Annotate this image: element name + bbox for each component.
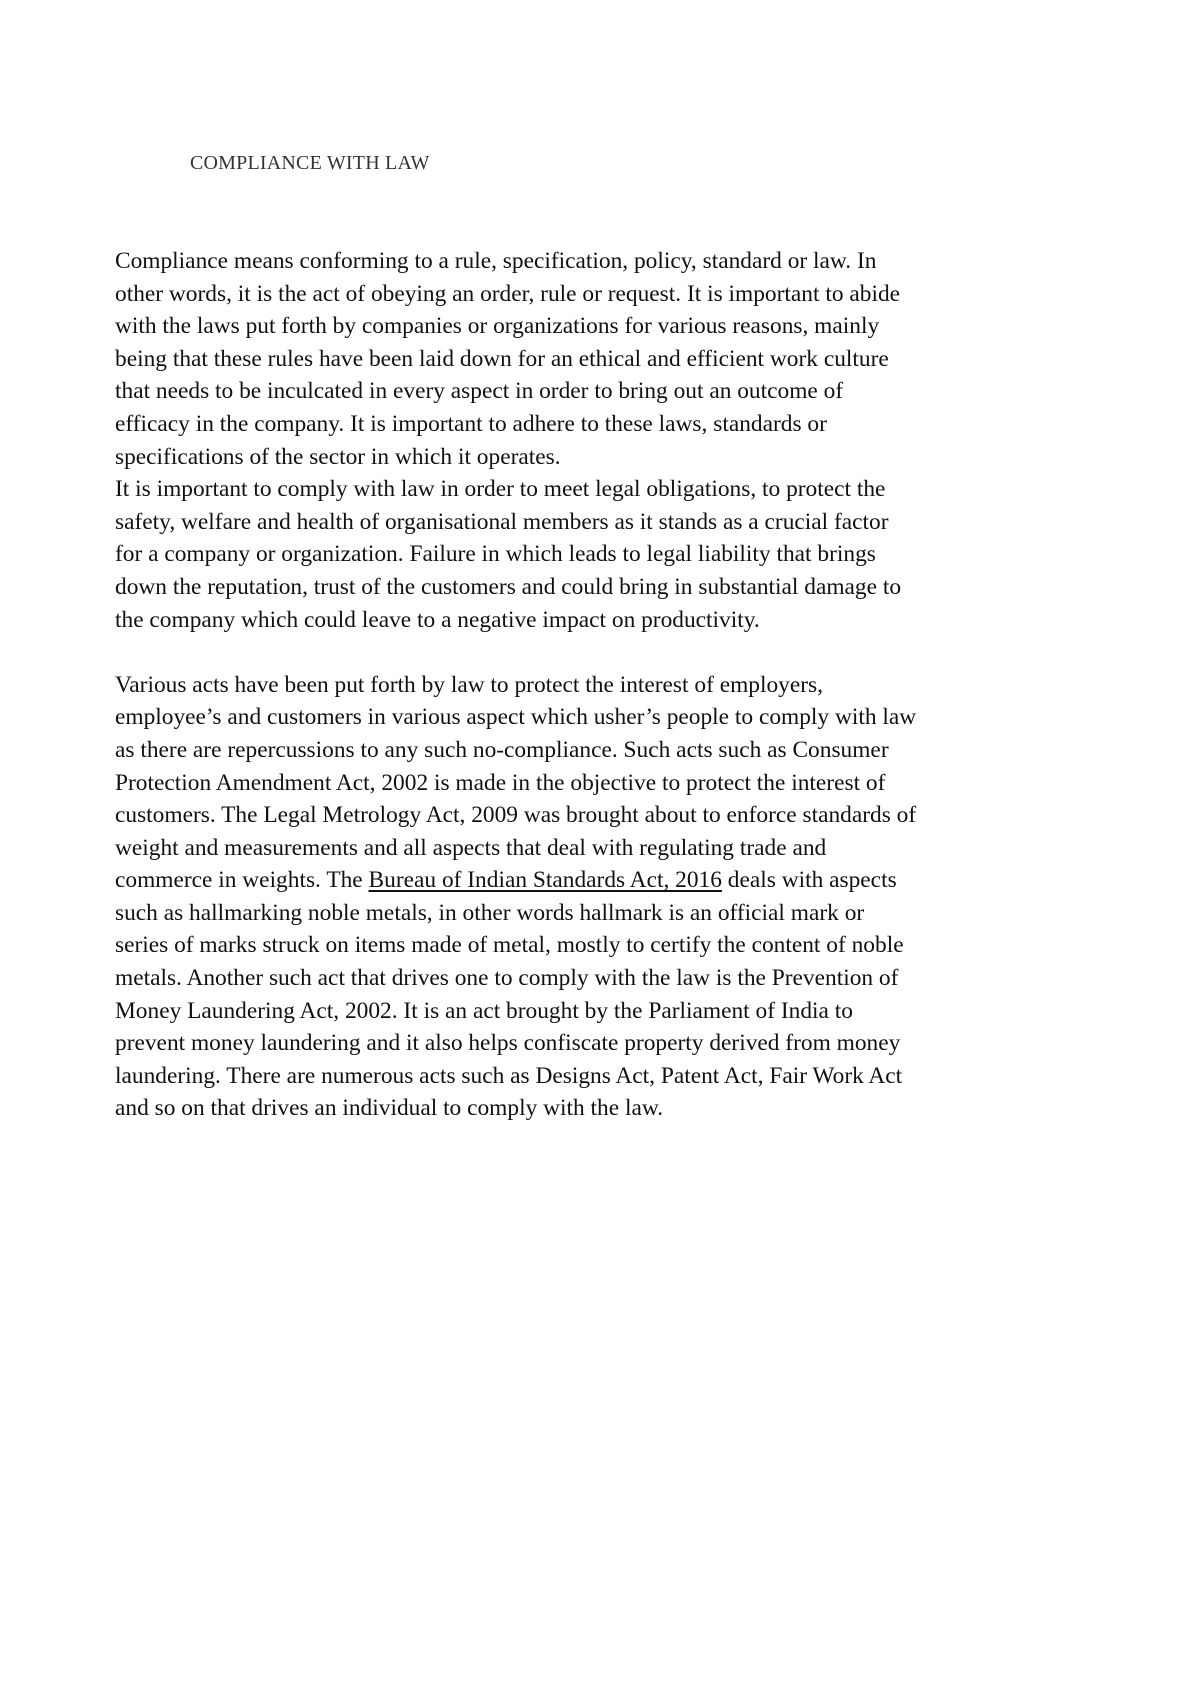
text-line: for a company or organization. Failure in which leads to legal liability that brings bbox=[115, 541, 876, 568]
text-line: employee’s and customers in various aspect which usher’s people to comply with law bbox=[115, 704, 917, 731]
text-line: that needs to be inculcated in every aspect in order to bring out an outcome of bbox=[115, 378, 844, 405]
text-line: customers. The Legal Metrology Act, 2009 was brought about to enforce standards of bbox=[115, 802, 917, 829]
text-fragment: deals with aspects bbox=[721, 867, 897, 894]
paragraph-various-acts bbox=[115, 669, 1105, 1125]
paragraph-importance bbox=[115, 473, 1105, 636]
text-line: Compliance means conforming to a rule, specification, policy, standard or law. In bbox=[115, 248, 877, 274]
paragraph-compliance-definition bbox=[115, 245, 1105, 473]
text-line: series of marks struck on items made of metal, mostly to certify the content of noble bbox=[115, 932, 904, 959]
document-title: COMPLIANCE WITH LAW bbox=[190, 152, 430, 174]
text-line: other words, it is the act of obeying an order, rule or request. It is important to abide bbox=[115, 280, 901, 307]
text-line: Protection Amendment Act, 2002 is made in the objective to protect the interest of bbox=[115, 769, 886, 796]
text-line: being that these rules have been laid down for an ethical and efficient work culture bbox=[115, 345, 889, 372]
text-line: with the laws put forth by companies or organizations for various reasons, mainly bbox=[115, 313, 880, 340]
text-line: and so on that drives an individual to comply with the law. bbox=[115, 1095, 664, 1122]
text-line: metals. Another such act that drives one to comply with the law is the Prevention of bbox=[115, 965, 899, 992]
text-line: efficacy in the company. It is important to adhere to these laws, standards or bbox=[115, 410, 827, 437]
text-line: weight and measurements and all aspects that deal with regulating trade and bbox=[115, 834, 827, 861]
text-fragment: commerce in weights. The bbox=[115, 867, 369, 894]
text-line: as there are repercussions to any such no-compliance. Such acts such as Consumer bbox=[115, 736, 889, 763]
bureau-of-indian-standards-act-link[interactable]: Bureau of Indian Standards Act, 2016 bbox=[368, 867, 722, 894]
document-body bbox=[115, 245, 1105, 1125]
text-line: such as hallmarking noble metals, in other words hallmark is an official mark or bbox=[115, 899, 865, 926]
text-line: specifications of the sector in which it operates. bbox=[115, 443, 561, 470]
text-line: prevent money laundering and it also helps confiscate property derived from money bbox=[115, 1030, 901, 1057]
text-line: Money Laundering Act, 2002. It is an act brought by the Parliament of India to bbox=[115, 997, 853, 1024]
text-line: Various acts have been put forth by law to protect the interest of employers, bbox=[115, 671, 823, 698]
text-line: laundering. There are numerous acts such as Designs Act, Patent Act, Fair Work Act bbox=[115, 1062, 903, 1089]
text-line: It is important to comply with law in order to meet legal obligations, to protect the bbox=[115, 476, 886, 503]
text-line: the company which could leave to a negative impact on productivity. bbox=[115, 606, 760, 633]
text-line-with-link bbox=[115, 864, 1105, 897]
text-line: safety, welfare and health of organisational members as it stands as a crucial factor bbox=[115, 508, 889, 535]
text-line: down the reputation, trust of the customers and could bring in substantial damage to bbox=[115, 573, 902, 600]
